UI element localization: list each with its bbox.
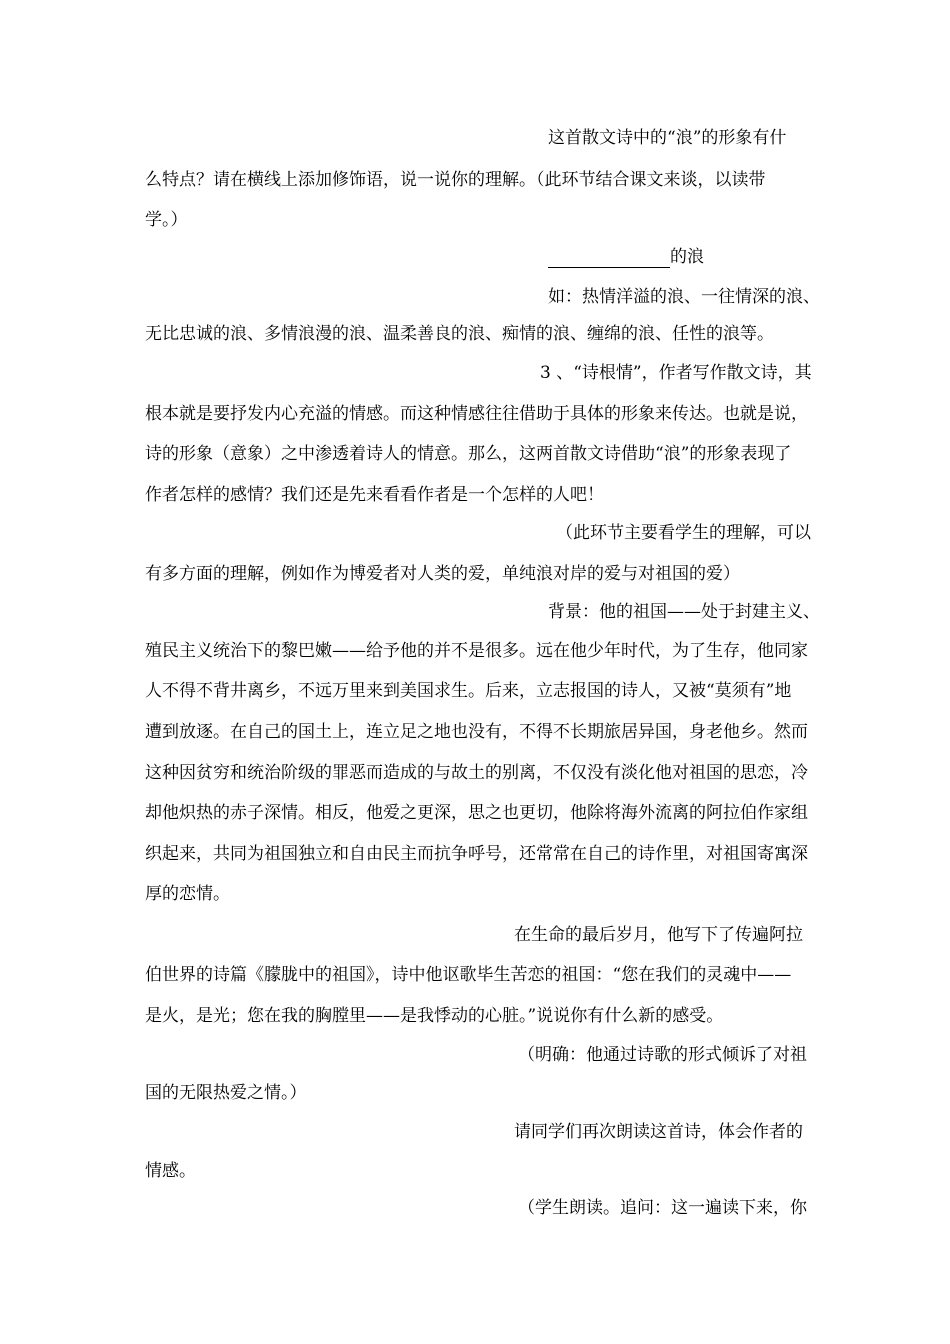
text-line: 是火，是光；您在我的胸膛里——是我悸动的心脏。”说说你有什么新的感受。 bbox=[145, 1006, 724, 1026]
text-line: 这种因贫穷和统治阶级的罪恶而造成的与故土的别离，不仅没有淡化他对祖国的思恋，冷 bbox=[145, 763, 808, 783]
text-line: 诗的形象（意象）之中渗透着诗人的情意。那么，这两首散文诗借助“浪”的形象表现了 bbox=[145, 444, 792, 464]
text-line: 厚的恋情。 bbox=[145, 884, 230, 904]
text-line: 根本就是要抒发内心充溢的情感。而这种情感往往借助于具体的形象来传达。也就是说， bbox=[145, 404, 808, 424]
text-line: 人不得不背井离乡，不远万里来到美国求生。后来，立志报国的诗人，又被“莫须有”地 bbox=[145, 681, 792, 701]
text-line: 伯世界的诗篇《朦胧中的祖国》，诗中他讴歌毕生苦恋的祖国：“您在我们的灵魂中—— bbox=[145, 965, 792, 985]
text-line: （明确：他通过诗歌的形式倾诉了对祖 bbox=[518, 1045, 807, 1065]
text-line: 在生命的最后岁月，他写下了传遍阿拉 bbox=[514, 925, 803, 945]
text-line: （学生朗读。追问：这一遍读下来，你 bbox=[518, 1198, 807, 1218]
text-line: 无比忠诚的浪、多情浪漫的浪、温柔善良的浪、痴情的浪、缠绵的浪、任性的浪等。 bbox=[145, 324, 774, 344]
text-line: 殖民主义统治下的黎巴嫩——给予他的并不是很多。远在他少年时代，为了生存，他同家 bbox=[145, 641, 808, 661]
text-line: 织起来，共同为祖国独立和自由民主而抗争呼号，还常常在自己的诗作里，对祖国寄寓深 bbox=[145, 844, 808, 864]
text-line: 作者怎样的感情？我们还是先来看看作者是一个怎样的人吧！ bbox=[145, 485, 604, 505]
text-line: 请同学们再次朗读这首诗，体会作者的 bbox=[514, 1122, 803, 1142]
text-line: 国的无限热爱之情。） bbox=[145, 1083, 307, 1103]
text-line: 情感。 bbox=[145, 1161, 196, 1181]
text-line: 这首散文诗中的“浪”的形象有什 bbox=[548, 128, 787, 148]
text-line: 么特点？请在横线上添加修饰语，说一说你的理解。（此环节结合课文来谈，以读带 bbox=[145, 170, 766, 190]
section-heading: 3 、“诗根情”，作者写作散文诗，其 bbox=[540, 363, 812, 383]
fill-in-suffix: 的浪 bbox=[670, 247, 704, 267]
fill-in-line bbox=[548, 246, 704, 268]
blank-underline bbox=[548, 249, 670, 268]
text-line: 如：热情洋溢的浪、一往情深的浪、 bbox=[548, 287, 820, 307]
text-line: 背景：他的祖国——处于封建主义、 bbox=[548, 602, 820, 622]
text-line: 却他炽热的赤子深情。相反，他爱之更深，思之也更切，他除将海外流离的阿拉伯作家组 bbox=[145, 803, 808, 823]
text-line: 学。） bbox=[145, 210, 188, 230]
text-line: 遭到放逐。在自己的国土上，连立足之地也没有，不得不长期旅居异国，身老他乡。然而 bbox=[145, 722, 808, 742]
text-line: 有多方面的理解，例如作为博爱者对人类的爱，单纯浪对岸的爱与对祖国的爱） bbox=[145, 564, 740, 584]
text-line: （此环节主要看学生的理解，可以 bbox=[556, 523, 811, 543]
